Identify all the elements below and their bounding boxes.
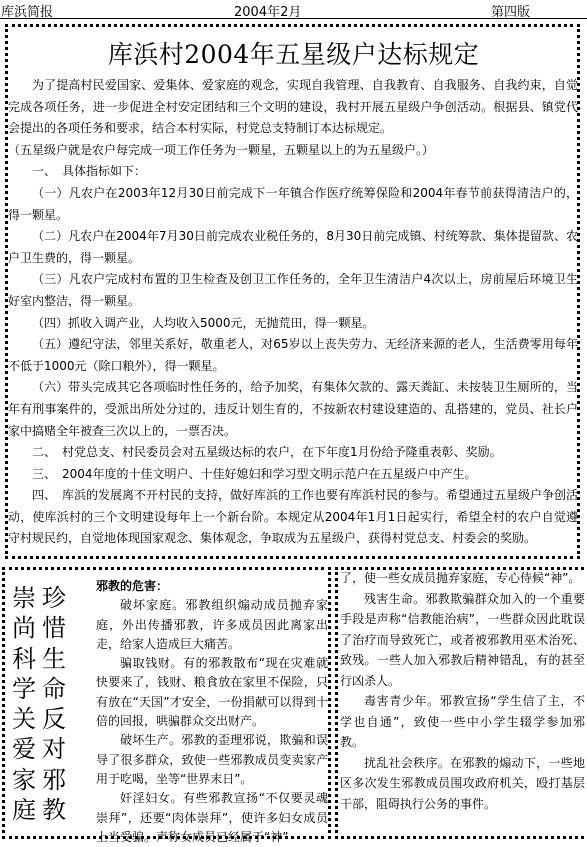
vertical-title-col-2: 珍惜生命反对邪教	[42, 584, 66, 825]
article-paragraph: 一、 具体指标如下：	[32, 164, 147, 179]
feature-column-3	[340, 568, 585, 814]
feature-paragraph: 残害生命。邪教欺骗群众加入的一个重要手段是声称“信教能治病”，一些群众因此耽误了治疗而导致死亡，或者被邪教用巫术治死、致残。一些人加入邪教后精神错乱，有的甚至行凶杀人。	[340, 591, 585, 688]
article-paragraph: （五星级户就是农户每完成一项工作任务为一颗星，五颗星以上的为五星级户。）	[8, 142, 435, 157]
feature-vertical-title	[10, 583, 68, 825]
article-paragraph: （四）抓收入调产业，人均收入5000元，无抛荒田，得一颗星。	[32, 315, 375, 330]
feature-subtitle: 邪教的危害：	[96, 579, 169, 593]
feature-paragraph: 破坏生产。邪教的歪理邪说，欺骗和误导了很多群众，致使一些邪教成员变卖家产用于吃喝，坐等“世界末日”。	[96, 733, 328, 786]
article-paragraph: （三）凡农户完成村布置的卫生检查及创卫工作任务的，全年卫生清洁户4次以上，房前屋后环境卫生好室内整洁，得一颗星。	[8, 272, 578, 308]
feature-paragraph: 破坏家庭。邪教组织煽动成员抛弃家庭，外出传播邪教，许多成员因此离家出走，给家人造成巨大痛苦。	[96, 598, 328, 651]
masthead	[0, 0, 587, 19]
paper-name: 库浜简报	[1, 5, 54, 20]
article-paragraph: （二）凡农户在2004年7月30日前完成农业税任务的，8月30日前完成镇、村统筹款、集体提留款、农户卫生费的，得一颗星。	[8, 229, 578, 265]
article-paragraph: 四、 库浜的发展离不开村民的支持，做好库浜的工作也要有库浜村民的参与。希望通过五星级户争创活动，使库浜村的三个文明建设每年上一个新台阶。本规定从2004年1月1日起实行，希望全村的农户自觉遵守村规民约，自觉地体现国家观念、集体观念，争取成为五星级户，获得村党总支、村委会的奖励。	[8, 488, 579, 546]
article-paragraph: 为了提高村民爱国家、爱集体、爱家庭的观念，实现自我管理、自我教育、自我服务、自我约束，自觉完成各项任务，进一步促进全村安定团结和三个文明的建设，我村开展五星级户争创活动。根据县、镇党代会提出的各项任务和要求，结合本村实际，村党总支特制订本达标规定。	[8, 78, 578, 136]
article-paragraph: 二、 村党总支、村民委员会对五星级达标的农户，在下年度1月份给予隆重表彰、奖励。	[32, 445, 502, 460]
feature-paragraph: 毒害青少年。邪教宣扬“学生信了主，不学也自通”，致使一些中小学生辍学参加邪教。	[340, 694, 585, 749]
feature-paragraph: 骗取钱财。有的邪教散布“现在灾难就快要来了，钱财、粮食放在家里不保险，只有放在“天国”才安全，一份捐献可以得到十倍的回报，哄骗群众交出财产。	[96, 656, 328, 729]
article-paragraph: （五）遵纪守法，邻里关系好，敬重老人，对65岁以上丧失劳力、无经济来源的老人，生活费零用每年不低于1000元（除口粮外），得一颗星。	[8, 337, 578, 373]
article-paragraph: （六）带头完成其它各项临时性任务的，给予加奖，有集体欠款的、露天粪缸、未按装卫生厕所的，当年有刑事案件的，受派出所处分过的，违反计划生育的，不按新农村建设建造的、乱搭建的，党员、社长户家中搞赌全年被查三次以上的，一票否决。	[8, 380, 578, 438]
article-paragraph: （一）凡农户在2003年12月30日前完成下一年镇合作医疗统筹保险和2004年春节前获得清洁户的，得一颗星。	[8, 185, 578, 222]
article-paragraph: 三、 2004年度的十佳文明户、十佳好媳妇和学习型文明示范户在五星级户中产生。	[32, 466, 477, 481]
vertical-title-col-1: 崇尚科学关爱家庭	[12, 584, 36, 825]
feature-paragraph: 扰乱社会秩序。在邪教的煽动下，一些地区多次发生邪教成员围攻政府机关，殴打基层干部，阻碍执行公务的事件。	[340, 755, 585, 811]
article-body	[8, 75, 578, 550]
issue-date: 2004年2月	[234, 5, 302, 20]
feature-paragraph: 奸淫妇女。有些邪教宣扬“不仅要灵魂崇拜”，还要“肉体崇拜”，使许多妇女成员上当受骗。声称女成员已经属于“神”	[96, 791, 328, 844]
page-number: 第四版	[491, 5, 531, 20]
feature-column-2	[96, 577, 328, 847]
feature-paragraph: 了，使一些女成员抛弃家庭，专心侍候“神”。	[340, 571, 581, 585]
article-title: 库浜村2004年五星级户达标规定	[107, 40, 480, 69]
